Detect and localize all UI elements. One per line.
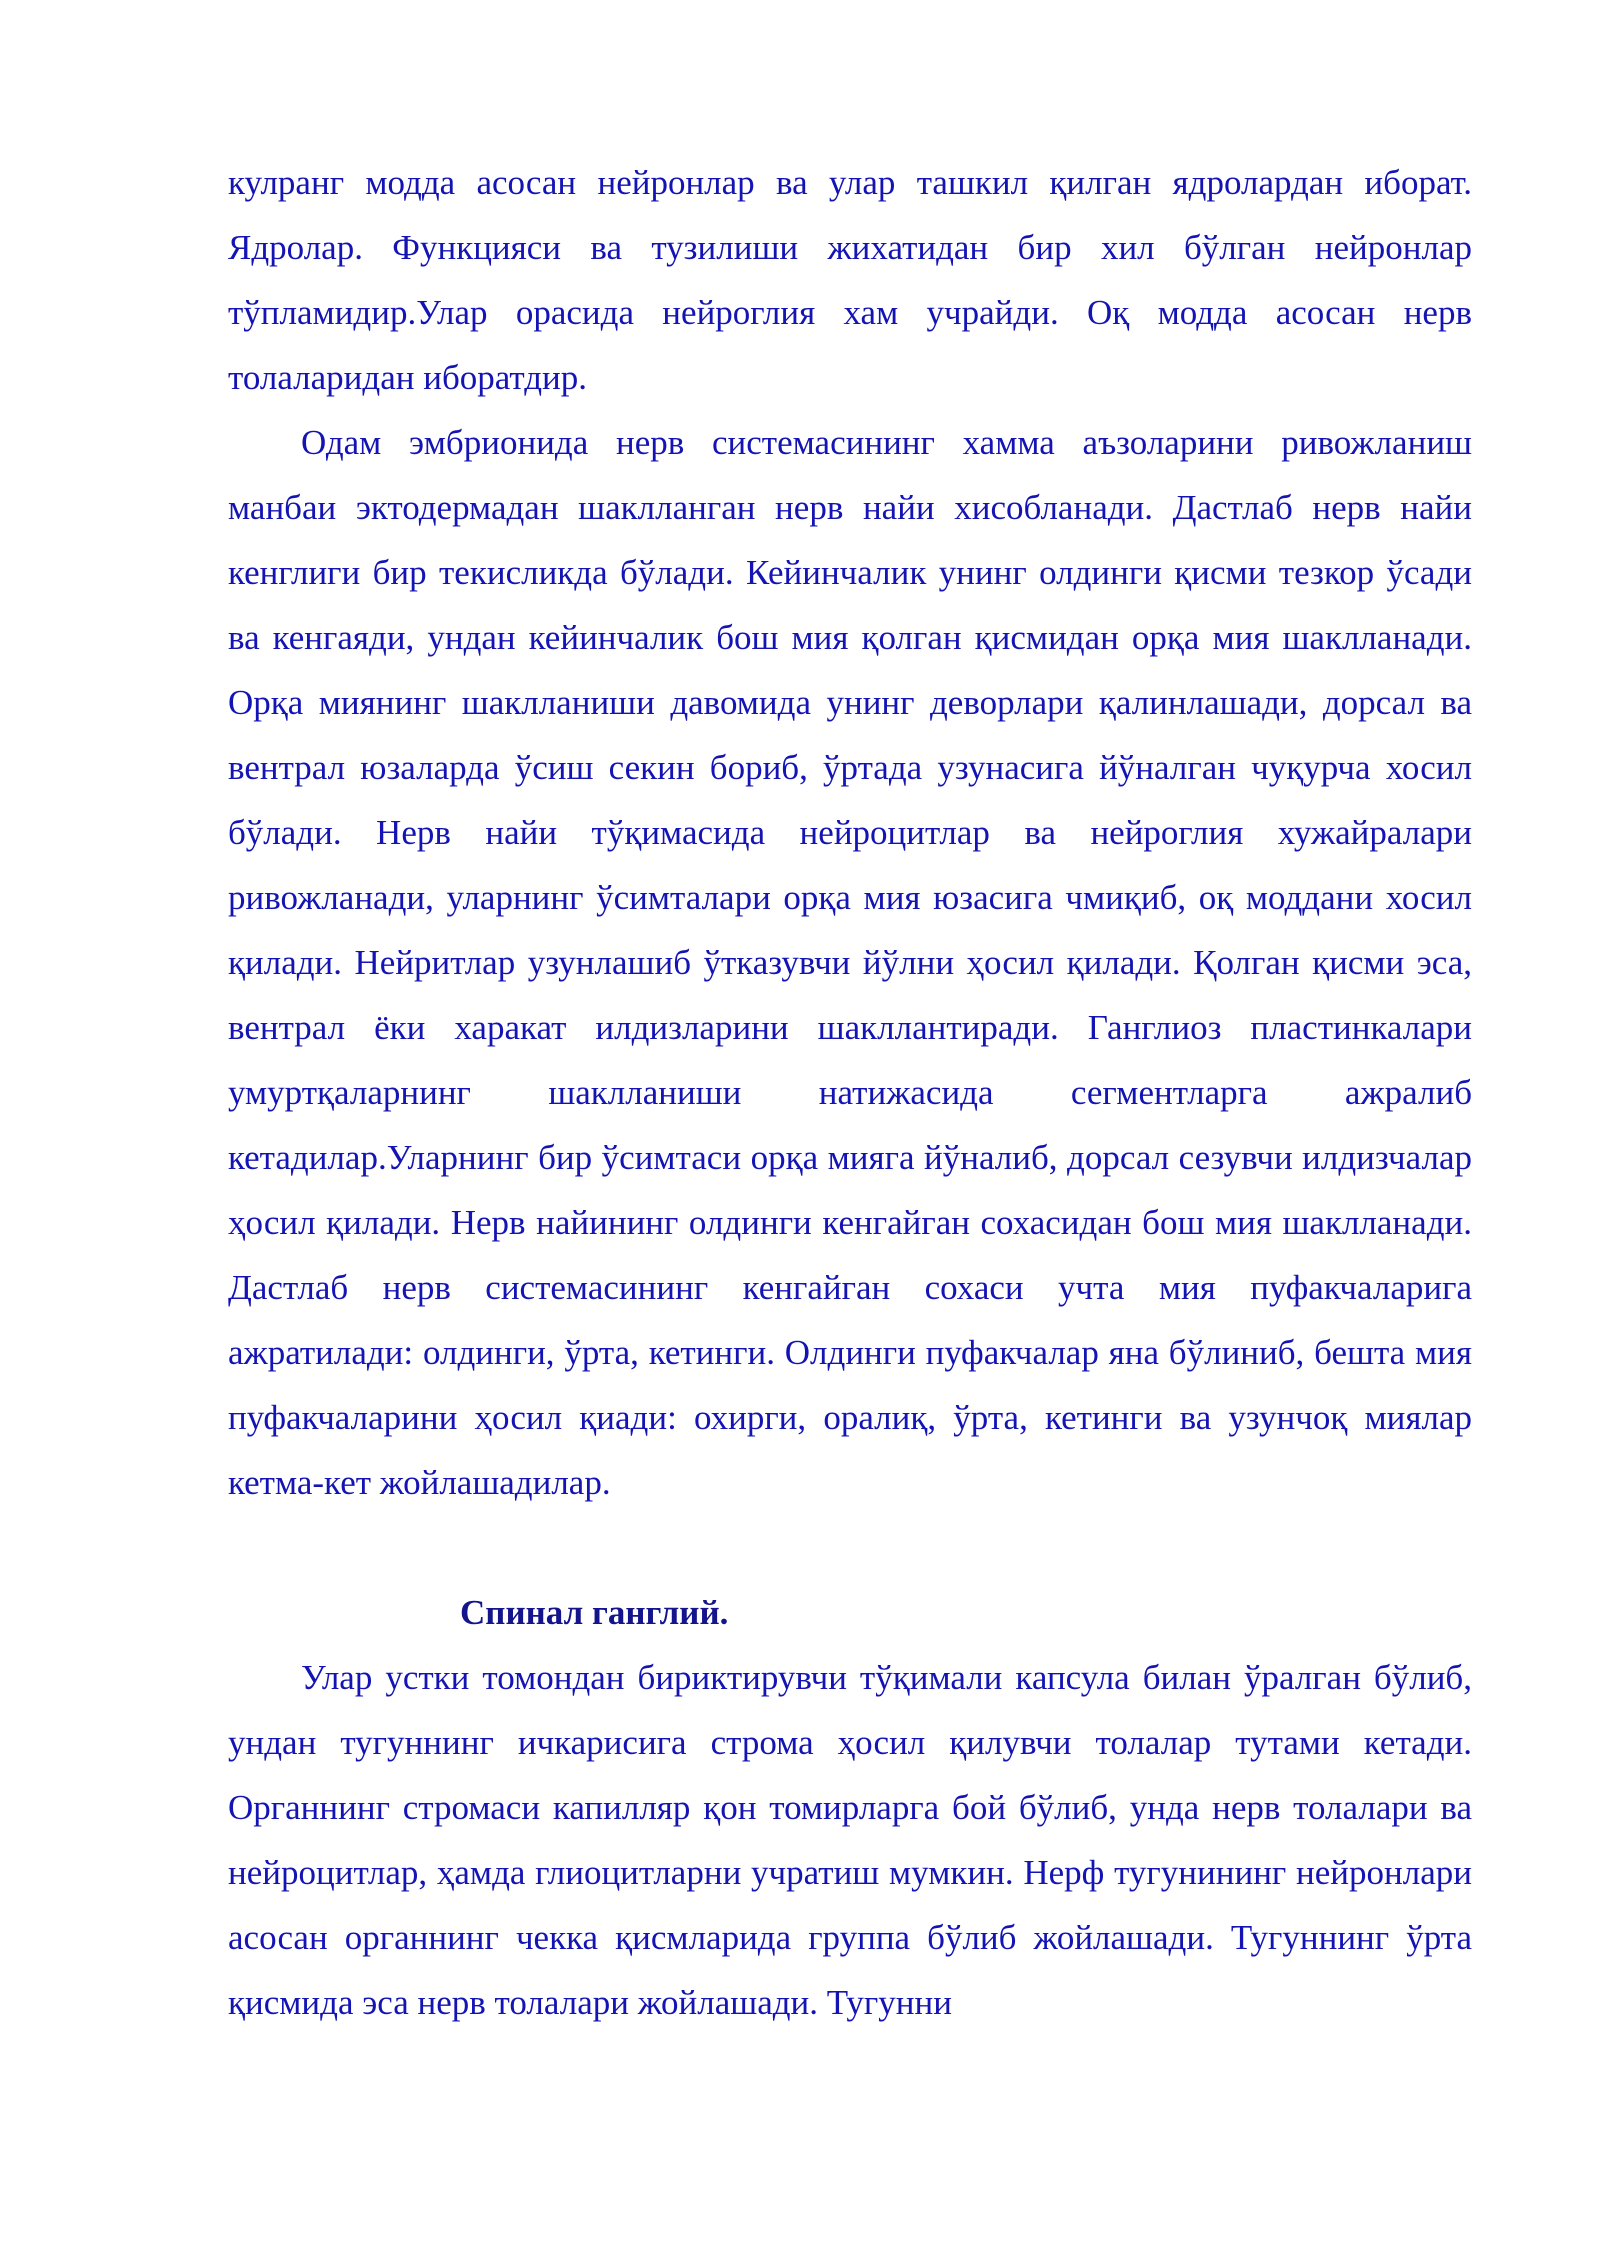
paragraph-embryo-development: Одам эмбрионида нерв системасининг хамма аъзоларини ривожланиш манбаи эктодермадан шаклланган нерв найи хисобланади. Дастлаб нерв найи кенглиги бир текисликда бўлади. Кейинчалик унинг олдинги қисми тезкор ўсади ва кенгаяди, ундан кейинчалик бош мия қолган қисмидан орқа мия шаклланади. Орқа миянинг шаклланиши давомида унинг деворлари қалинлашади, дорсал ва вентрал юзаларда ўсиш секин бориб, ўртада узунасига йўналган чуқурча хосил бўлади. Нерв найи тўқимасида нейроцитлар ва нейроглия хужайралари ривожланади, уларнинг ўсимталари орқа мия юзасига чмиқиб, оқ моддани хосил қилади. Нейритлар узунлашиб ўтказувчи йўлни ҳосил қилади. Қолган қисми эса, вентрал ёки харакат илдизларини шакллантиради. Ганглиоз пластинкалари умуртқаларнинг шаклланиши натижасида сегментларга ажралиб кетадилар.Уларнинг бир ўсимтаси орқа мияга йўналиб, дорсал сезувчи илдизчалар ҳосил қилади. Нерв найининг олдинги кенгайган сохасидан бош мия шаклланади. Дастлаб нерв системасининг кенгайган сохаси учта мия пуфакчаларига ажратилади: олдинги, ўрта, кетинги. Олдинги пуфакчалар яна бўлиниб, бешта мия пуфакчаларини ҳосил қиади: охирги, оралиқ, ўрта, кетинги ва узунчоқ миялар кетма-кет жойлашадилар. [228, 423, 1472, 1502]
paragraph-spinal-ganglion: Улар устки томондан бириктирувчи тўқимали капсула билан ўралган бўлиб, ундан тугуннинг ичкарисига строма ҳосил қилувчи толалар тутами кетади. Органнинг стромаси капилляр қон томирларга бой бўлиб, унда нерв толалари ва нейроцитлар, ҳамда глиоцитларни учратиш мумкин. Нерф тугунининг нейронлари асосан органнинг чекка қисмларида группа бўлиб жойлашади. Тугуннинг ўрта қисмида эса нерв толалари жойлашади. Тугунни [228, 1658, 1472, 2022]
paragraph-spacer [228, 1515, 1472, 1580]
document-page [228, 150, 1472, 2035]
paragraph-grey-matter: кулранг модда асосан нейронлар ва улар ташкил қилган ядролардан иборат. Ядролар. Функцияси ва тузилиши жихатидан бир хил бўлган нейронлар тўпламидир.Улар орасида нейроглия хам учрайди. Оқ модда асосан нерв толаларидан иборатдир. [228, 163, 1472, 397]
section-heading: Спинал ганглий. [460, 1593, 729, 1632]
